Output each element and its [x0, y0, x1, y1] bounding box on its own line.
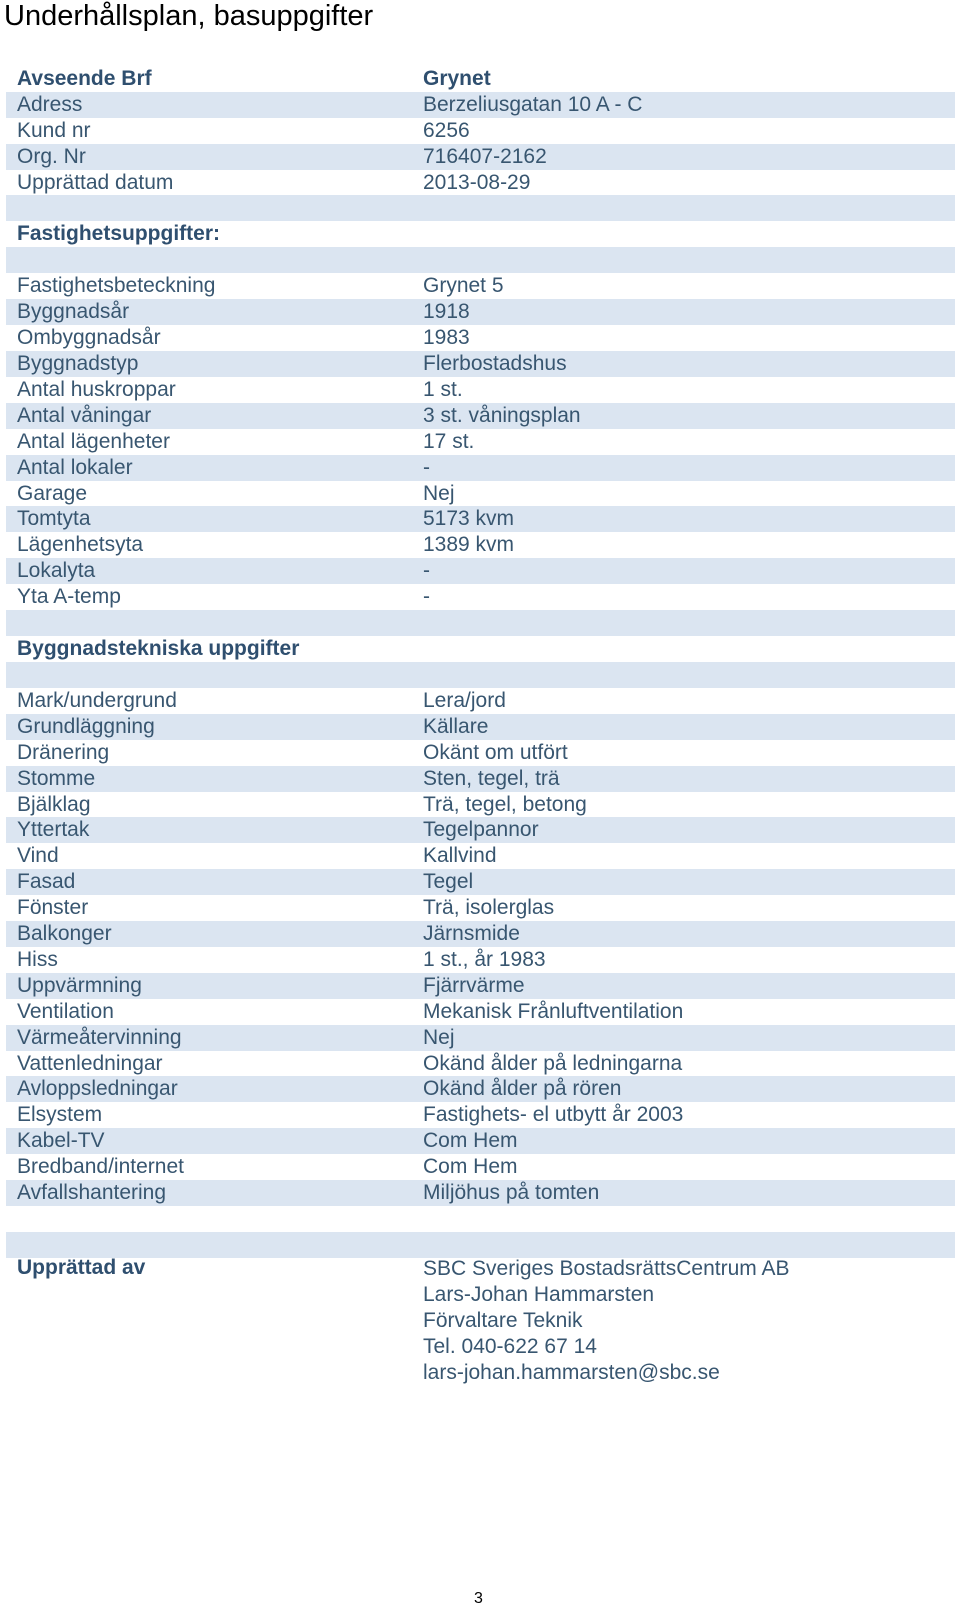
section-heading-row: [6, 636, 955, 662]
row-label: Tomtyta: [17, 507, 91, 531]
data-row: [6, 92, 955, 118]
row-label: Stomme: [17, 766, 96, 790]
data-row: [6, 843, 955, 869]
data-row: [6, 558, 955, 584]
row-value: Trä, isolerglas: [423, 896, 555, 920]
section-heading-row: [6, 221, 955, 247]
row-value: Flerbostadshus: [423, 352, 567, 376]
data-row: [6, 1051, 955, 1077]
row-value: Fjärrvärme: [423, 973, 525, 997]
row-value: Berzeliusgatan 10 A - C: [423, 92, 643, 116]
data-row: [6, 817, 955, 843]
author-phone: Tel. 040-622 67 14: [423, 1335, 597, 1358]
row-label: Elsystem: [17, 1103, 103, 1127]
page-number: 3: [474, 1590, 483, 1607]
data-row: [6, 973, 955, 999]
row-value: 1 st., år 1983: [423, 947, 546, 971]
data-row: [6, 584, 955, 610]
row-label: Avfallshantering: [17, 1180, 167, 1204]
row-value: 1983: [423, 326, 470, 350]
data-row: [6, 766, 955, 792]
section-heading: Byggnadstekniska uppgifter: [17, 637, 300, 661]
row-label: Bjälklag: [17, 792, 91, 816]
data-row: [6, 325, 955, 351]
row-value: Miljöhus på tomten: [423, 1180, 600, 1204]
data-row: [6, 66, 955, 92]
row-label: Lägenhetsyta: [17, 533, 144, 557]
data-row: [6, 999, 955, 1025]
row-label: Yttertak: [17, 818, 90, 842]
data-row: [6, 429, 955, 455]
row-value: -: [423, 559, 430, 583]
row-value: Källare: [423, 714, 489, 738]
author-label: Upprättad av: [17, 1256, 146, 1279]
data-row: [6, 170, 955, 196]
spacer-row: [6, 1206, 955, 1232]
row-value: 17 st.: [423, 429, 475, 453]
data-row: [6, 740, 955, 766]
row-value: 6256: [423, 118, 470, 142]
row-value: 716407-2162: [423, 144, 547, 168]
data-row: [6, 1128, 955, 1154]
data-row: [6, 895, 955, 921]
row-value: Trä, tegel, betong: [423, 792, 587, 816]
row-label: Yta A-temp: [17, 585, 121, 609]
row-value: Sten, tegel, trä: [423, 766, 560, 790]
row-value: 1389 kvm: [423, 533, 515, 557]
row-label: Bredband/internet: [17, 1155, 184, 1179]
data-row: [6, 403, 955, 429]
row-value: Järnsmide: [423, 922, 520, 946]
data-row: [6, 299, 955, 325]
data-row: [6, 714, 955, 740]
row-label: Vind: [17, 844, 59, 868]
author-company: SBC Sveriges BostadsrättsCentrum AB: [423, 1257, 790, 1280]
spacer-row: [6, 247, 955, 273]
row-label: Ventilation: [17, 999, 114, 1023]
row-label: Ombyggnadsår: [17, 326, 161, 350]
row-label: Fastighetsbeteckning: [17, 274, 216, 298]
row-label: Org. Nr: [17, 144, 86, 168]
row-value: -: [423, 585, 430, 609]
basic-data-table: [6, 66, 955, 1258]
data-row: [6, 792, 955, 818]
row-label: Byggnadsår: [17, 300, 130, 324]
spacer-row: [6, 610, 955, 636]
data-row: [6, 506, 955, 532]
author-lines: [423, 1256, 790, 1386]
row-label: Grundläggning: [17, 714, 155, 738]
row-value: Okänd ålder på rören: [423, 1077, 622, 1101]
row-value: Mekanisk Frånluftventilation: [423, 999, 684, 1023]
data-row: [6, 118, 955, 144]
row-value: Kallvind: [423, 844, 497, 868]
author-name: Lars-Johan Hammarsten: [423, 1283, 655, 1306]
row-label: Garage: [17, 481, 88, 505]
data-row: [6, 532, 955, 558]
row-label: Värmeåtervinning: [17, 1025, 182, 1049]
row-label: Hiss: [17, 947, 58, 971]
row-value: Com Hem: [423, 1155, 518, 1179]
row-label: Balkonger: [17, 922, 112, 946]
row-value: 1918: [423, 300, 470, 324]
row-value: Grynet 5: [423, 274, 504, 298]
row-label: Antal våningar: [17, 403, 152, 427]
row-label: Mark/undergrund: [17, 689, 177, 713]
row-value: Nej: [423, 1025, 455, 1049]
data-row: [6, 1076, 955, 1102]
data-row: [6, 921, 955, 947]
data-row: [6, 688, 955, 714]
data-row: [6, 1025, 955, 1051]
row-value: Nej: [423, 481, 455, 505]
row-label: Kund nr: [17, 118, 91, 142]
row-label: Antal lägenheter: [17, 429, 170, 453]
row-label: Antal huskroppar: [17, 378, 176, 402]
row-value: 5173 kvm: [423, 507, 515, 531]
row-label: Upprättad datum: [17, 170, 174, 194]
row-label: Adress: [17, 92, 83, 116]
row-value: 2013-08-29: [423, 170, 531, 194]
row-label: Lokalyta: [17, 559, 96, 583]
row-label: Uppvärmning: [17, 973, 142, 997]
data-row: [6, 1102, 955, 1128]
spacer-row: [6, 1232, 955, 1258]
row-value: -: [423, 455, 430, 479]
row-value: 3 st. våningsplan: [423, 403, 581, 427]
row-value: Tegel: [423, 870, 474, 894]
row-value: Grynet: [423, 67, 491, 90]
row-label: Kabel-TV: [17, 1129, 105, 1153]
data-row: [6, 869, 955, 895]
row-value: Fastighets- el utbytt år 2003: [423, 1103, 684, 1127]
data-row: [6, 351, 955, 377]
spacer-row: [6, 195, 955, 221]
page-title: Underhållsplan, basuppgifter: [4, 0, 374, 32]
row-value: Lera/jord: [423, 689, 506, 713]
data-row: [6, 144, 955, 170]
row-label: Dränering: [17, 740, 110, 764]
row-label: Vattenledningar: [17, 1051, 163, 1075]
row-value: 1 st.: [423, 378, 463, 402]
data-row: [6, 273, 955, 299]
data-row: [6, 377, 955, 403]
author-role: Förvaltare Teknik: [423, 1309, 583, 1332]
row-label: Byggnadstyp: [17, 352, 139, 376]
data-row: [6, 481, 955, 507]
row-value: Com Hem: [423, 1129, 518, 1153]
row-label: Fönster: [17, 896, 89, 920]
author-email[interactable]: lars-johan.hammarsten@sbc.se: [423, 1361, 720, 1384]
section-heading: Fastighetsuppgifter:: [17, 222, 220, 246]
row-value: Okänt om utfört: [423, 740, 568, 764]
data-row: [6, 947, 955, 973]
row-value: Tegelpannor: [423, 818, 539, 842]
row-value: Okänd ålder på ledningarna: [423, 1051, 683, 1075]
row-label: Antal lokaler: [17, 455, 133, 479]
data-row: [6, 455, 955, 481]
spacer-row: [6, 662, 955, 688]
row-label: Avloppsledningar: [17, 1077, 178, 1101]
row-label: Fasad: [17, 870, 76, 894]
data-row: [6, 1180, 955, 1206]
row-label: Avseende Brf: [17, 67, 152, 90]
data-row: [6, 1154, 955, 1180]
